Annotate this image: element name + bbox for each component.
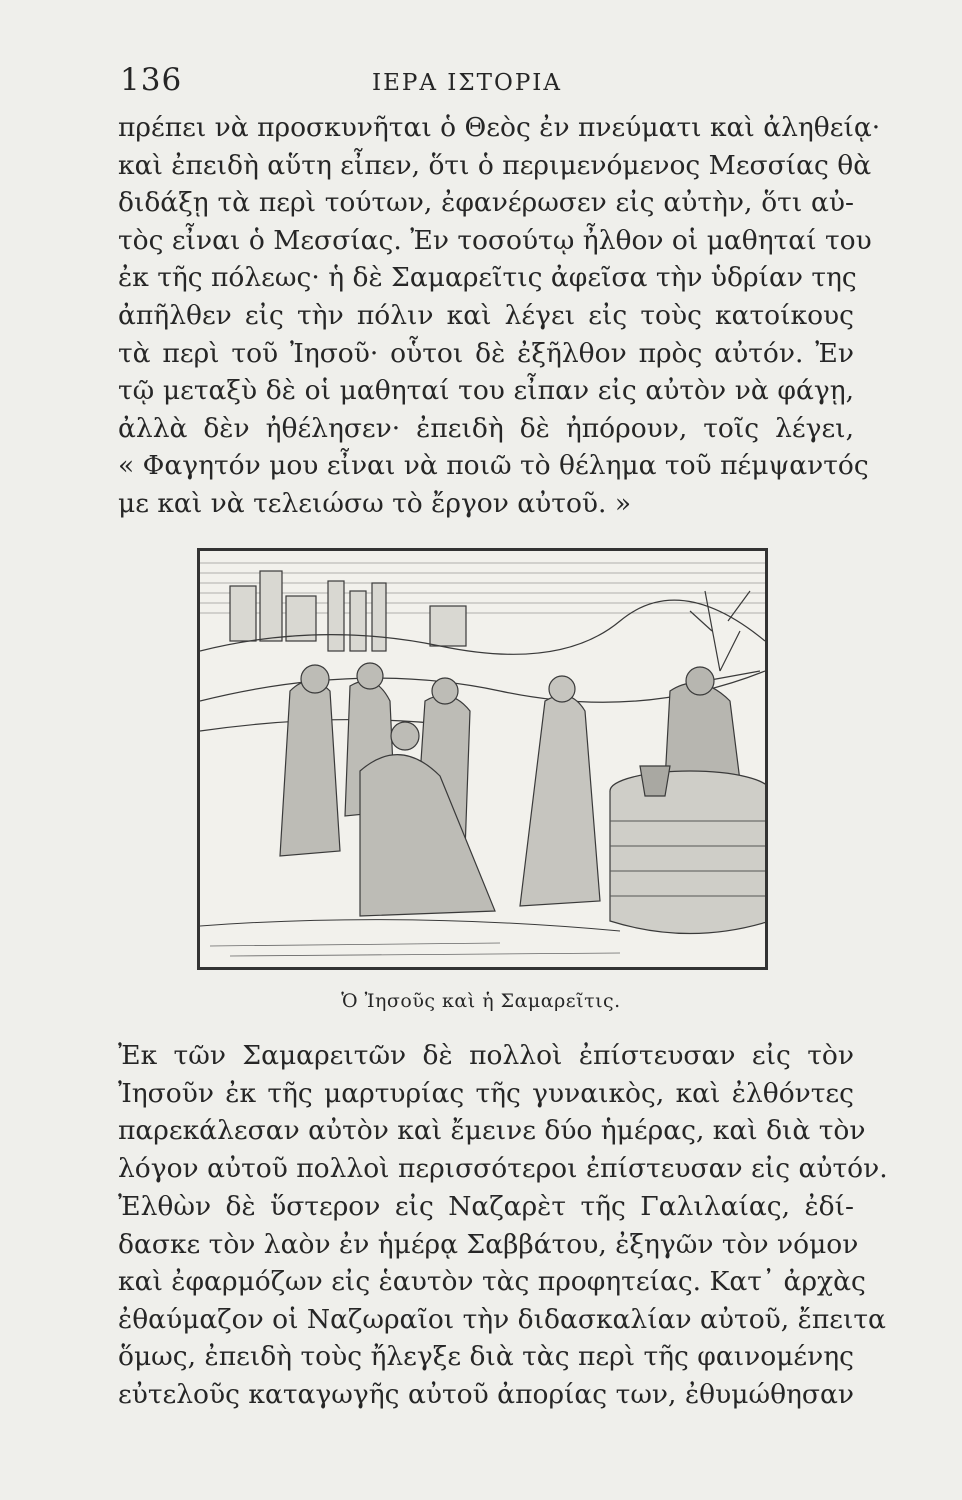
engraving-jesus-and-samaritan-woman bbox=[197, 548, 768, 970]
text-line: τὰ περὶ τοῦ Ἰησοῦ· οὗτοι δὲ ἐξῆλθον πρὸς αὐτόν. Ἐν bbox=[118, 337, 854, 369]
text-line: τῷ μεταξὺ δὲ οἱ μαθηταί του εἶπαν εἰς αὐτὸν νὰ φάγῃ, bbox=[118, 375, 854, 407]
page-number: 136 bbox=[120, 62, 183, 98]
text-line: εὐτελοῦς καταγωγῆς αὐτοῦ ἀπορίας των, ἐθυμώθησαν bbox=[118, 1378, 854, 1410]
text-line: διδάξῃ τὰ περὶ τούτων, ἐφανέρωσεν εἰς αὐτὴν, ὅτι αὐ- bbox=[118, 187, 854, 219]
paragraph-1 bbox=[118, 109, 881, 523]
text-line: ἀλλὰ δὲν ἠθέλησεν· ἐπειδὴ δὲ ἠπόρουν, τοῖς λέγει, bbox=[118, 412, 854, 444]
figure-caption: Ὁ Ἰησοῦς καὶ ἡ Σαμαρεῖτις. bbox=[341, 990, 621, 1012]
running-title: ΙΕΡΑ ΙΣΤΟΡΙΑ bbox=[372, 70, 562, 96]
text-line: ἐκ τῆς πόλεως· ἡ δὲ Σαμαρεῖτις ἀφεῖσα τὴν ὑδρίαν της bbox=[118, 262, 857, 294]
paragraph-2 bbox=[118, 1037, 888, 1187]
text-line: λόγον αὐτοῦ πολλοὶ περισσότεροι ἐπίστευσαν εἰς αὐτόν. bbox=[118, 1152, 888, 1184]
text-line: ἐθαύμαζον οἱ Ναζωραῖοι τὴν διδασκαλίαν αὐτοῦ, ἔπειτα bbox=[118, 1303, 886, 1335]
text-line: ὅμως, ἐπειδὴ τοὺς ἤλεγξε διὰ τὰς περὶ τῆς φαινομένης bbox=[118, 1341, 854, 1373]
text-line: καὶ ἐπειδὴ αὕτη εἶπεν, ὅτι ὁ περιμενόμενος Μεσσίας θὰ bbox=[118, 149, 872, 181]
page-header bbox=[120, 62, 854, 108]
engraving-illustration bbox=[200, 551, 765, 967]
text-line: τὸς εἶναι ὁ Μεσσίας. Ἐν τοσούτῳ ἦλθον οἱ μαθηταί του bbox=[118, 224, 872, 256]
text-line: Ἐκ τῶν Σαμαρειτῶν δὲ πολλοὶ ἐπίστευσαν εἰς τὸν bbox=[118, 1040, 854, 1071]
text-line: « Φαγητόν μου εἶναι νὰ ποιῶ τὸ θέλημα τοῦ πέμψαντός bbox=[118, 450, 869, 482]
text-line: Ἐλθὼν δὲ ὕστερον εἰς Ναζαρὲτ τῆς Γαλιλαίας, ἐδί- bbox=[118, 1191, 854, 1222]
text-line: με καὶ νὰ τελειώσω τὸ ἔργον αὐτοῦ. » bbox=[118, 487, 632, 519]
text-line: καὶ ἐφαρμόζων εἰς ἑαυτὸν τὰς προφητείας. Κατ᾽ ἀρχὰς bbox=[118, 1266, 866, 1298]
text-line: παρεκάλεσαν αὐτὸν καὶ ἔμεινε δύο ἡμέρας, καὶ διὰ τὸν bbox=[118, 1115, 866, 1147]
paragraph-3 bbox=[118, 1188, 886, 1414]
text-line: Ἰησοῦν ἐκ τῆς μαρτυρίας τῆς γυναικὸς, καὶ ἐλθόντες bbox=[118, 1077, 854, 1109]
text-line: πρέπει νὰ προσκυνῆται ὁ Θεὸς ἐν πνεύματι καὶ ἀληθείᾳ· bbox=[118, 112, 881, 143]
text-line: ἀπῆλθεν εἰς τὴν πόλιν καὶ λέγει εἰς τοὺς κατοίκους bbox=[118, 299, 854, 331]
text-line: δασκε τὸν λαὸν ἐν ἡμέρᾳ Σαββάτου, ἐξηγῶν τὸν νόμον bbox=[118, 1228, 859, 1260]
